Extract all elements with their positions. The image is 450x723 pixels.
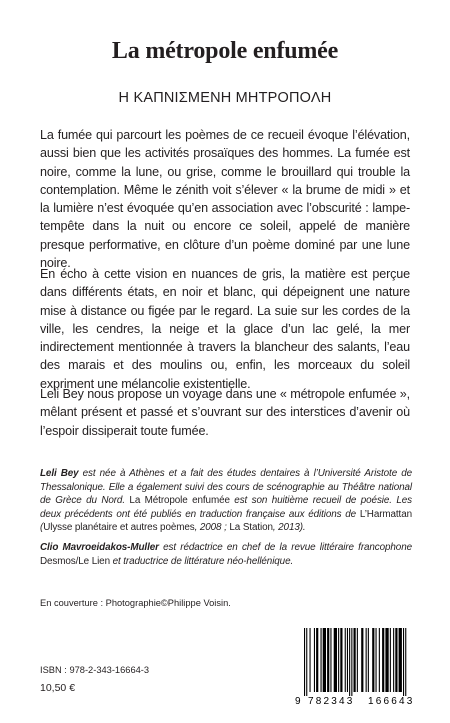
- barcode-bar: [379, 628, 380, 692]
- barcode-bar: [361, 628, 363, 692]
- barcode-bar: [354, 628, 356, 692]
- barcode-bars: [304, 628, 406, 696]
- author-bio-text-3: (: [40, 522, 44, 534]
- publisher-name: L’Harmattan: [359, 508, 412, 520]
- summary-paragraph-1: La fumée qui parcourt les poèmes de ce recueil évoque l’élévation, aussi bien que les activités prosaïques des hommes. La fumée est noire, comme la lune, ou grise, comme le brouillard qui trouble la contemplation. Même le zénith voit s’élever « la brume de midi » et la lumière n’est évoquée qu’en association avec l’obscurité : lampe-tempête dans la nuit ou encore ce soleil, appelé de manière presque performative, en clôture d’un poème dominé par une lune noire.: [40, 128, 410, 271]
- barcode-bar: [323, 628, 326, 692]
- author-name: Leli Bey: [40, 468, 79, 479]
- author-bio: [40, 467, 412, 535]
- barcode-bar: [368, 628, 369, 692]
- author-bio-text-1: est née à Athènes et a fait des études dentaires à l’Université Aristote de Thessalonique. Elle a également suivi des cours de scénographie au Théâtre national de Grèce du Nord.: [40, 468, 412, 507]
- barcode-bar: [327, 628, 329, 692]
- barcode-bar: [321, 628, 322, 692]
- barcode-digits-left: 782343: [308, 696, 355, 706]
- barcode-bar: [405, 628, 406, 696]
- translator-bio: [40, 541, 412, 568]
- barcode-bar: [385, 628, 388, 692]
- barcode-bar: [372, 628, 374, 692]
- barcode-digits-right: 166643: [368, 696, 415, 706]
- barcode-digit-first: 9: [295, 696, 301, 706]
- barcode-bar: [310, 628, 311, 692]
- summary-paragraph-3: Leli Bey nous propose un voyage dans une « métropole enfumée », mêlant présent et passé et s’ouvrant sur des interstices d’avenir où l’espoir dissiperait toute fumée.: [40, 387, 410, 438]
- barcode-bar: [347, 628, 348, 692]
- author-bio-text-2: est son huitième recueil de poésie. Les deux précédents ont été publiés en traduction française aux éditions de: [40, 495, 412, 520]
- barcode-bar: [338, 628, 339, 692]
- barcode-bar: [345, 628, 346, 692]
- barcode-bar: [304, 628, 305, 696]
- barcode-bar: [351, 628, 352, 696]
- barcode-bar: [330, 628, 331, 692]
- barcode-bar: [366, 628, 367, 692]
- barcode-bar: [395, 628, 397, 692]
- barcode-bar: [340, 628, 342, 692]
- barcode-bar: [382, 628, 384, 692]
- translator-bio-text-2: et traductrice de littérature néo-hellénique.: [109, 555, 294, 567]
- barcode-bar: [314, 628, 315, 692]
- barcode-bar: [316, 628, 318, 692]
- barcode-bar: [393, 628, 394, 692]
- barcode-bar: [399, 628, 402, 692]
- cover-credit: En couverture : Photographie©Philippe Voisin.: [40, 598, 231, 608]
- isbn: ISBN : 978-2-343-16664-3: [40, 665, 150, 675]
- summary-paragraph-2: En écho à cette vision en nuances de gris, la matière est perçue dans différents états, en noir et blanc, qui dépeignent une nature mise à distance ou figée par le regard. La suie sur les cordes de la ville, les cendres, la neige et la glace d’un lac gelé, la mer indirectement mentionnée à travers la blancheur des salants, l’eau des marais et des moulins ou, enfin, les morceaux du soleil expriment une mélancolie existentielle.: [40, 267, 410, 391]
- translator-bio-text-1: est rédactrice en chef de la revue littéraire francophone: [158, 542, 412, 553]
- author-bio-text-5: , 2013).: [272, 522, 306, 534]
- book-title: La métropole enfumée: [111, 38, 339, 64]
- barcode-bar: [390, 628, 391, 692]
- price: 10,50 €: [40, 682, 76, 694]
- barcode-bar: [403, 628, 404, 696]
- journal-name: Desmos/Le Lien: [40, 555, 110, 567]
- translator-name: Clio Mavroeidakos-Muller: [40, 542, 159, 553]
- greek-subtitle: Η ΚΑΠΝΙΣΜΕΝΗ ΜΗΤΡΟΠΟΛΗ: [118, 90, 332, 106]
- barcode-bar: [349, 628, 350, 696]
- previous-book-1: Ulysse planétaire et autres poèmes: [43, 522, 195, 534]
- author-bio-text-4: , 2008 ;: [194, 522, 230, 534]
- isbn-barcode: [292, 628, 430, 706]
- barcode-bar: [306, 628, 307, 696]
- previous-book-2: La Station: [229, 522, 273, 534]
- barcode-bar: [334, 628, 337, 692]
- book-title-mention: La Métropole enfumée: [129, 495, 230, 507]
- barcode-bar: [357, 628, 358, 692]
- barcode-bar: [376, 628, 377, 692]
